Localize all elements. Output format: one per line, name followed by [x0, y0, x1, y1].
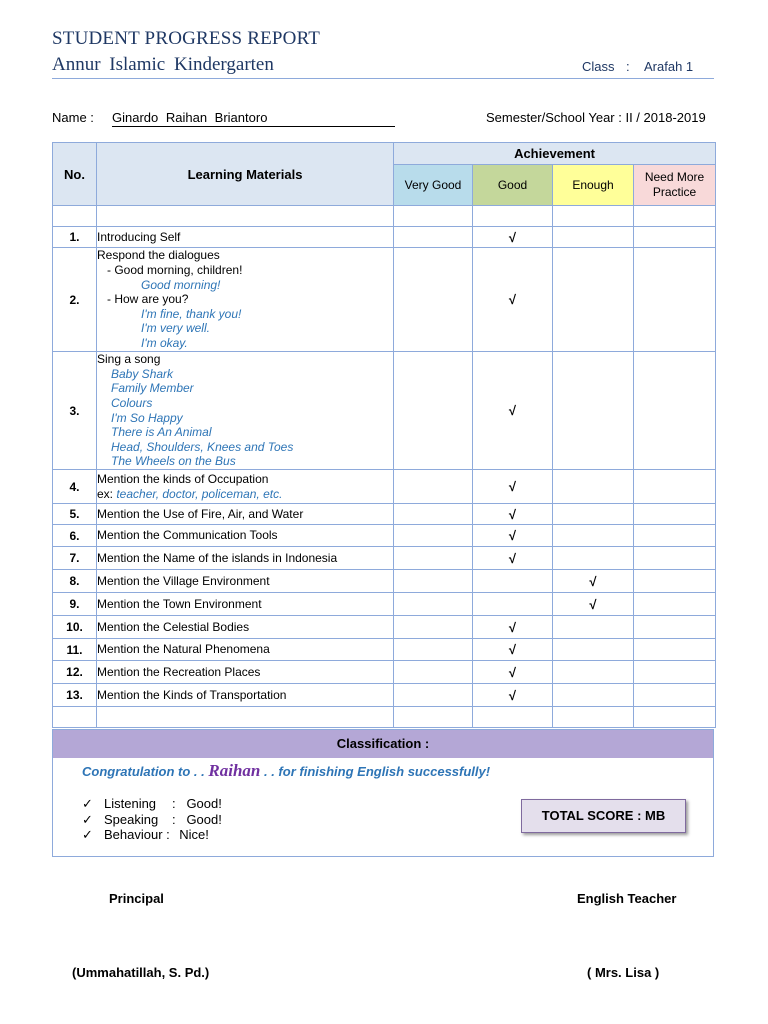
row-material [97, 661, 394, 684]
row-number: 11. [53, 639, 97, 661]
dialogue-line: - Good morning, children! [107, 263, 243, 278]
song-item: The Wheels on the Bus [111, 454, 236, 469]
check-mark: √ [508, 229, 517, 245]
rating-cell-need-more [634, 661, 716, 684]
row-material [97, 470, 394, 504]
rating-cell-good [473, 616, 553, 639]
rating-cell-enough [553, 504, 634, 525]
rating-cell-good [473, 504, 553, 525]
table-row-empty-bottom [53, 707, 716, 728]
school-name: Annur Islamic Kindergarten [52, 54, 274, 75]
dialogue-line: - How are you? [107, 292, 189, 307]
rating-cell-enough [553, 248, 634, 352]
material-title: Mention the Kinds of Transportation [97, 687, 287, 702]
material-title: Respond the dialogues [97, 248, 220, 263]
row-number: 1. [53, 227, 97, 248]
rating-cell-very-good [394, 227, 473, 248]
rating-cell-good [473, 570, 553, 593]
class-value: Arafah 1 [644, 59, 694, 74]
row-number: 4. [53, 470, 97, 504]
class-colon: : [626, 59, 630, 74]
song-item: Baby Shark [111, 366, 174, 381]
rating-cell-need-more [634, 227, 716, 248]
principal-title: Principal [109, 891, 164, 906]
song-item: Colours [111, 395, 153, 410]
skill-item [82, 796, 222, 812]
teacher-name: ( Mrs. Lisa ) [587, 965, 660, 980]
row-material [97, 227, 394, 248]
row-number: 10. [53, 616, 97, 639]
header-learning-materials: Learning Materials [97, 143, 394, 206]
rating-cell-need-more [634, 593, 716, 616]
example-list: teacher, doctor, policeman, etc. [116, 486, 283, 501]
skill-item [82, 827, 222, 843]
teacher-title: English Teacher [577, 891, 677, 906]
check-mark: √ [508, 550, 517, 566]
row-number: 5. [53, 504, 97, 525]
header-divider [52, 78, 714, 79]
rating-cell-good [473, 470, 553, 504]
class-label: Class [582, 59, 615, 74]
table-row [53, 227, 716, 248]
rating-cell-need-more [634, 504, 716, 525]
check-mark: √ [508, 619, 517, 635]
rating-cell-need-more [634, 639, 716, 661]
rating-cell-good [473, 684, 553, 707]
rating-cell-good [473, 593, 553, 616]
rating-cell-very-good [394, 593, 473, 616]
rating-cell-very-good [394, 525, 473, 547]
material-title: Mention the Village Environment [97, 573, 270, 588]
dialogue-line: I'm okay. [141, 335, 188, 350]
header-very-good: Very Good [394, 165, 473, 206]
rating-cell-very-good [394, 504, 473, 525]
song-item: I'm So Happy [111, 410, 183, 425]
check-mark: √ [508, 506, 517, 522]
rating-cell-very-good [394, 248, 473, 352]
progress-table [52, 142, 716, 728]
rating-cell-need-more [634, 684, 716, 707]
table-row [53, 684, 716, 707]
rating-cell-good [473, 227, 553, 248]
rating-cell-good [473, 639, 553, 661]
row-number: 9. [53, 593, 97, 616]
row-material [97, 248, 394, 352]
rating-cell-need-more [634, 352, 716, 470]
row-material [97, 639, 394, 661]
rating-cell-very-good [394, 661, 473, 684]
row-material [97, 616, 394, 639]
material-title: Sing a song [97, 352, 161, 367]
congrats-suffix: . . for finishing English successfully! [260, 764, 491, 779]
rating-cell-very-good [394, 616, 473, 639]
material-title: Mention the Name of the islands in Indonesia [97, 550, 338, 565]
rating-cell-enough [553, 525, 634, 547]
skill-item [82, 812, 222, 828]
student-name: Ginardo Raihan Briantoro [112, 110, 395, 127]
principal-name: (Ummahatillah, S. Pd.) [72, 965, 210, 980]
table-row [53, 593, 716, 616]
row-number: 12. [53, 661, 97, 684]
table-row-empty-top [53, 206, 716, 227]
rating-cell-good [473, 248, 553, 352]
table-row [53, 661, 716, 684]
table-row [53, 525, 716, 547]
table-row [53, 504, 716, 525]
dialogue-line: Good morning! [141, 277, 221, 292]
skill-value: Nice! [172, 827, 209, 842]
semester-info: Semester/School Year : II / 2018-2019 [486, 110, 706, 125]
material-title: Mention the Use of Fire, Air, and Water [97, 506, 304, 521]
material-title: Introducing Self [97, 229, 181, 244]
material-title: Mention the Celestial Bodies [97, 619, 250, 634]
row-material [97, 547, 394, 570]
row-number: 8. [53, 570, 97, 593]
skill-label: Behaviour : [104, 827, 170, 842]
header-no: No. [53, 143, 97, 206]
table-row [53, 639, 716, 661]
skill-value: : Good! [172, 811, 222, 827]
material-title: Mention the Town Environment [97, 596, 262, 611]
material-title: Mention the Recreation Places [97, 664, 261, 679]
check-mark: √ [508, 664, 517, 680]
rating-cell-need-more [634, 616, 716, 639]
name-label: Name : [52, 110, 94, 125]
table-row [53, 570, 716, 593]
rating-cell-very-good [394, 684, 473, 707]
table-row [53, 616, 716, 639]
row-material [97, 593, 394, 616]
rating-cell-very-good [394, 570, 473, 593]
check-mark: √ [508, 642, 517, 657]
rating-cell-good [473, 352, 553, 470]
total-score-button[interactable]: TOTAL SCORE : MB [521, 799, 686, 833]
rating-cell-need-more [634, 525, 716, 547]
dialogue-line: I'm fine, thank you! [141, 306, 242, 321]
checkmark-icon: ✓ [82, 796, 93, 811]
rating-cell-good [473, 525, 553, 547]
row-number: 7. [53, 547, 97, 570]
row-material [97, 352, 394, 470]
classification-heading: Classification : [53, 730, 713, 758]
rating-cell-very-good [394, 639, 473, 661]
row-number: 3. [53, 352, 97, 470]
rating-cell-very-good [394, 352, 473, 470]
row-number: 2. [53, 248, 97, 352]
skills-list [82, 796, 222, 843]
material-title: Mention the Communication Tools [97, 528, 278, 543]
rating-cell-enough [553, 547, 634, 570]
rating-cell-enough [553, 227, 634, 248]
example-prefix: ex: [97, 486, 117, 501]
header-enough: Enough [553, 165, 634, 206]
song-item: Family Member [111, 381, 194, 396]
congrats-prefix: Congratulation to . . [82, 764, 209, 779]
check-mark: √ [508, 292, 517, 307]
rating-cell-good [473, 661, 553, 684]
check-mark: √ [508, 687, 517, 703]
rating-cell-need-more [634, 470, 716, 504]
row-number: 13. [53, 684, 97, 707]
table-row [53, 248, 716, 352]
skill-value: : Good! [172, 796, 222, 811]
song-item: Head, Shoulders, Knees and Toes [111, 439, 294, 454]
header-achievement: Achievement [394, 143, 716, 165]
rating-cell-need-more [634, 570, 716, 593]
rating-cell-enough [553, 352, 634, 470]
check-mark: √ [508, 403, 517, 418]
dialogue-line: I'm very well. [141, 321, 210, 336]
header-good: Good [473, 165, 553, 206]
row-material [97, 525, 394, 547]
rating-cell-enough [553, 570, 634, 593]
check-mark: √ [508, 479, 517, 494]
skill-label: Listening [104, 796, 157, 811]
check-mark: √ [508, 528, 517, 543]
check-mark: √ [589, 573, 597, 589]
material-title: Mention the Natural Phenomena [97, 642, 270, 657]
occupation-example [97, 487, 393, 502]
report-title: STUDENT PROGRESS REPORT [52, 28, 321, 49]
row-material [97, 504, 394, 525]
rating-cell-enough [553, 470, 634, 504]
material-title: Mention the kinds of Occupation [97, 471, 269, 486]
row-material [97, 570, 394, 593]
row-material [97, 684, 394, 707]
check-mark: √ [589, 596, 597, 612]
rating-cell-very-good [394, 547, 473, 570]
rating-cell-enough [553, 661, 634, 684]
student-nickname: Raihan [208, 761, 261, 780]
rating-cell-enough [553, 593, 634, 616]
song-item: There is An Animal [111, 425, 212, 440]
rating-cell-enough [553, 616, 634, 639]
rating-cell-enough [553, 639, 634, 661]
rating-cell-enough [553, 684, 634, 707]
table-row [53, 352, 716, 470]
rating-cell-need-more [634, 248, 716, 352]
header-need-more-practice: Need More Practice [634, 165, 716, 206]
rating-cell-very-good [394, 470, 473, 504]
checkmark-icon: ✓ [82, 827, 93, 842]
rating-cell-good [473, 547, 553, 570]
row-number: 6. [53, 525, 97, 547]
table-row [53, 470, 716, 504]
skill-label: Speaking [104, 811, 159, 827]
table-row [53, 547, 716, 570]
checkmark-icon: ✓ [82, 811, 93, 827]
congratulation-text [82, 761, 490, 781]
rating-cell-need-more [634, 547, 716, 570]
